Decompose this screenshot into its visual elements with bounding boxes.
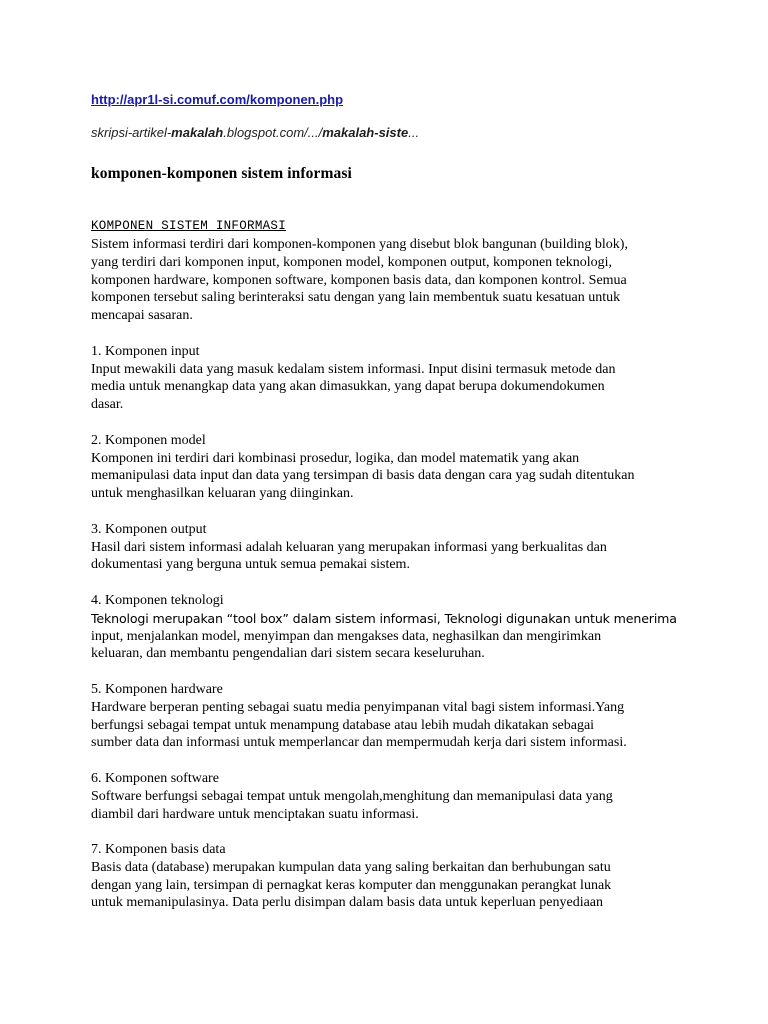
text-line: sumber data dan informasi untuk memperlancar dan mempermudah kerja dari sistem informasi. [91, 735, 627, 751]
text-line: komponen hardware, komponen software, komponen basis data, dan komponen kontrol. Semua [91, 272, 627, 288]
text-line: berfungsi sebagai tempat untuk menampung database atau lebih mudah dikatakan sebagai [91, 717, 595, 733]
text-line: yang terdiri dari komponen input, komponen model, komponen output, komponen teknologi, [91, 254, 613, 270]
source-link[interactable]: http://apr1l-si.comuf.com/komponen.php [91, 92, 344, 107]
text-line: untuk memanipulasinya. Data perlu disimpan dalam basis data untuk keperluan penyediaan [91, 895, 604, 911]
text-line: Software berfungsi sebagai tempat untuk mengolah,menghitung dan memanipulasi data yang [91, 788, 613, 804]
text-line: Input mewakili data yang masuk kedalam sistem informasi. Input disini termasuk metode dan [91, 361, 616, 377]
text-line: dokumentasi yang berguna untuk semua pemakai sistem. [91, 557, 410, 573]
section-heading: KOMPONEN SISTEM INFORMASI [91, 219, 287, 233]
text-line: memanipulasi data input dan data yang tersimpan di basis data dengan cara yag sudah ditentukan [91, 468, 635, 484]
page-title: komponen-komponen sistem informasi [91, 165, 352, 182]
intro-paragraph [91, 236, 691, 325]
text-line: Teknologi merupakan “tool box” dalam sistem informasi, Teknologi digunakan untuk menerima [91, 610, 677, 626]
text-line: Hasil dari sistem informasi adalah keluaran yang merupakan informasi yang berkualitas dan [91, 539, 607, 555]
text-line: komponen tersebut saling berinteraksi satu dengan yang lain membentuk suatu kesatuan untuk [91, 290, 621, 306]
text-line: untuk menghasilkan keluaran yang diinginkan. [91, 486, 354, 502]
source-snippet: skripsi-artikel-makalah.blogspot.com/.../makalah-siste... [91, 125, 420, 140]
component-output [91, 521, 691, 574]
text-line: Sistem informasi terdiri dari komponen-komponen yang disebut blok bangunan (building blok), [91, 237, 628, 252]
text-line: Hardware berperan penting sebagai suatu media penyimpanan vital bagi sistem informasi.Yang [91, 699, 625, 715]
text-line: dengan yang lain, tersimpan di pernagkat keras komputer dan menggunakan perangkat lunak [91, 877, 612, 893]
component-heading: 7. Komponen basis data [91, 842, 226, 858]
text-line: Basis data (database) merupakan kumpulan data yang saling berkaitan dan berhubungan satu [91, 859, 611, 875]
component-heading: 3. Komponen output [91, 521, 207, 537]
component-heading: 4. Komponen teknologi [91, 592, 224, 608]
text-line: Komponen ini terdiri dari kombinasi prosedur, logika, dan model matematik yang akan [91, 450, 580, 466]
component-model [91, 432, 691, 503]
component-input [91, 343, 691, 414]
component-heading: 6. Komponen software [91, 770, 219, 786]
text-line: keluaran, dan membantu pengendalian dari sistem secara keseluruhan. [91, 646, 485, 662]
text-line: dasar. [91, 397, 124, 413]
document-body [91, 236, 691, 912]
component-basis-data [91, 841, 691, 912]
component-heading: 5. Komponen hardware [91, 681, 223, 697]
text-line: mencapai sasaran. [91, 308, 193, 324]
text-line: diambil dari hardware untuk menciptakan suatu informasi. [91, 806, 419, 822]
component-software [91, 770, 691, 823]
component-hardware [91, 681, 691, 752]
component-heading: 1. Komponen input [91, 343, 200, 359]
component-heading: 2. Komponen model [91, 432, 206, 448]
text-line: input, menjalankan model, menyimpan dan mengakses data, neghasilkan dan mengirimkan [91, 628, 602, 644]
text-line: media untuk menangkap data yang akan dimasukkan, yang dapat berupa dokumendokumen [91, 379, 605, 395]
component-teknologi [91, 592, 691, 663]
